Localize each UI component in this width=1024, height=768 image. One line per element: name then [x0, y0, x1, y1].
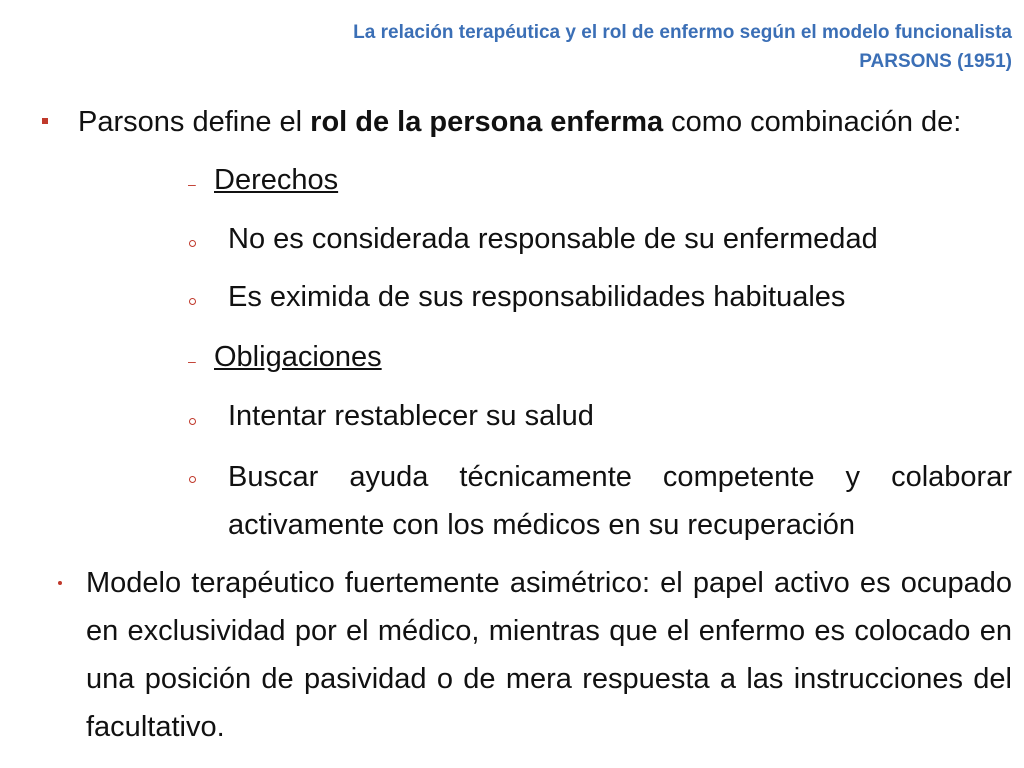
derechos-item-2: Es eximida de sus responsabilidades habituales	[228, 281, 846, 313]
slide-title	[132, 18, 1012, 76]
obligaciones-heading: Obligaciones	[214, 341, 382, 373]
obligaciones-item-2: Buscar ayuda técnicamente competente y colaborar activamente con los médicos en su recuperación	[228, 461, 1012, 541]
square-bullet-icon	[42, 118, 48, 124]
derechos-heading: Derechos	[214, 164, 339, 196]
slide-title-line-1: La relación terapéutica y el rol de enfermo según el modelo funcionalista	[353, 22, 1012, 43]
circle-bullet-icon	[189, 418, 196, 425]
circle-bullet-icon	[189, 298, 196, 305]
circle-bullet-icon	[189, 240, 196, 247]
dot-bullet-icon	[58, 581, 62, 585]
derechos-item-1: No es considerada responsable de su enfermedad	[228, 223, 878, 255]
modelo-paragraph: Modelo terapéutico fuertemente asimétrico: el papel activo es ocupado en exclusividad por el médico, mientras que el enfermo es colocado en una posición de pasividad o de mera respuesta a las instrucciones del facultativo.	[86, 567, 1012, 743]
intro-text-after: como combinación de:	[663, 106, 962, 138]
dash-bullet-icon: –	[188, 353, 196, 369]
circle-bullet-icon	[189, 476, 196, 483]
obligaciones-item-1: Intentar restablecer su salud	[228, 400, 594, 432]
slide-title-line-2: PARSONS (1951)	[859, 51, 1012, 72]
intro-line	[78, 104, 961, 140]
dash-bullet-icon: –	[188, 176, 196, 192]
intro-text-bold: rol de la persona enferma	[310, 106, 664, 138]
intro-text-before: Parsons define el	[78, 106, 311, 138]
